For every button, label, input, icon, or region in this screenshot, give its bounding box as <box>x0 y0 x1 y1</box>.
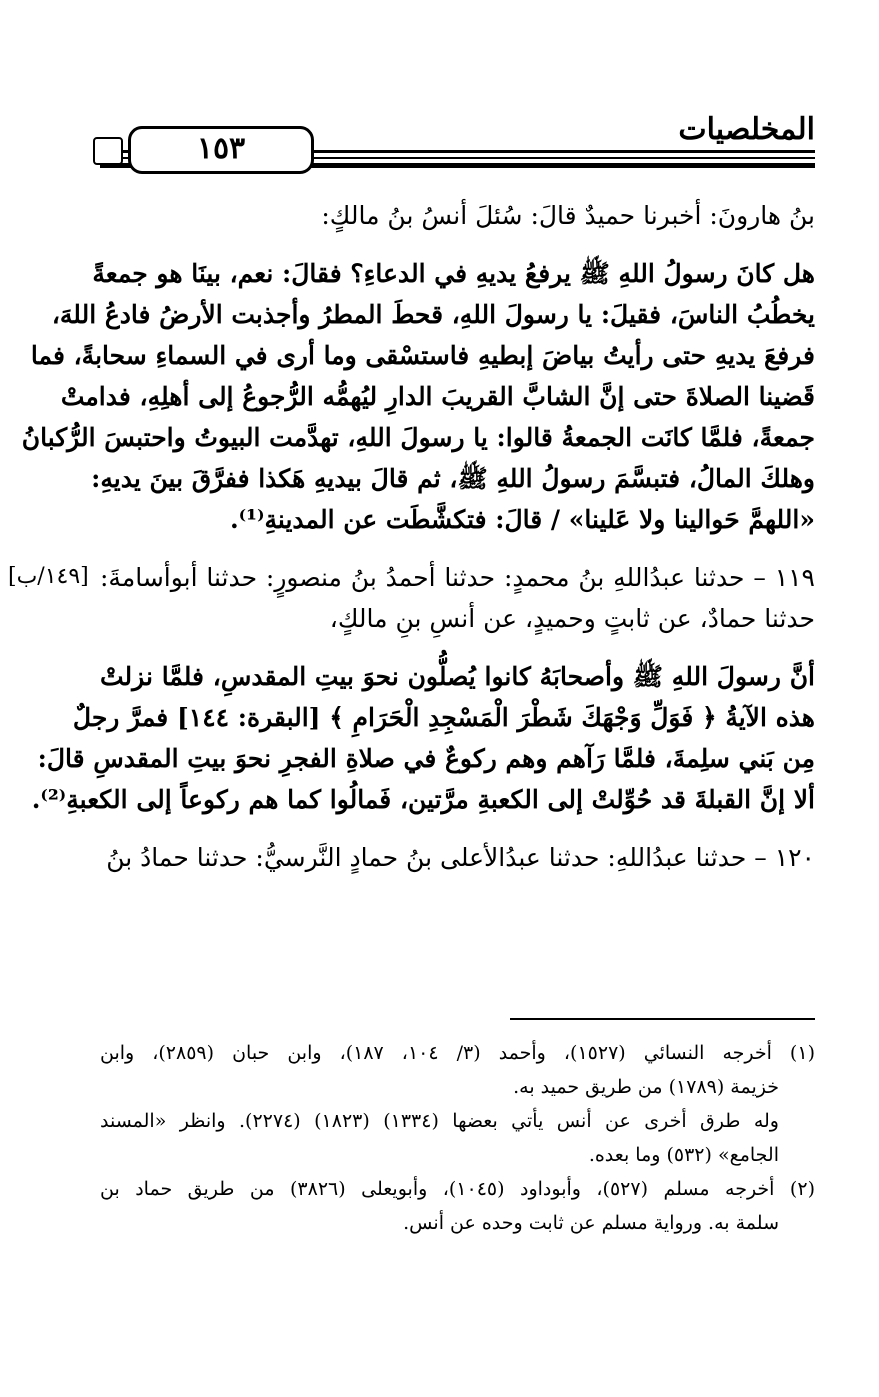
text-line: هذه الآيةُ ﴿ فَوَلِّ وَجْهَكَ شَطْرَ الْمَسْجِدِ الْحَرَامِ ﴾ [البقرة: ١٤٤] فمرَّ رجلٌ <box>72 703 815 732</box>
paragraph-gap <box>100 639 815 656</box>
running-title: المخلصيات <box>678 112 815 147</box>
footnote-line: خزيمة (١٧٨٩) من طريق حميد به. <box>513 1076 779 1098</box>
text-line: هل كانَ رسولُ اللهِ ﷺ يرفعُ يديهِ في الدعاءِ؟ فقالَ: نعم، بينَا هو جمعةً <box>92 259 815 288</box>
footnote-line: سلمة به. ورواية مسلم عن ثابت وحده عن أنس. <box>403 1212 779 1234</box>
text-line: وهلكَ المالُ، فتبسَّمَ رسولُ اللهِ ﷺ، ثم قالَ بيديهِ هَكذا ففرَّقَ بينَ يديهِ: <box>91 464 815 493</box>
text-line: قَضينا الصلاةَ حتى إنَّ الشابَّ القريبَ الدارِ ليُهمُّه الرُّجوعُ إلى أهلِهِ، فدامتْ <box>60 382 815 411</box>
text-line: «اللهمَّ حَوالينا ولا عَلينا» / قالَ: فتكشَّطَت عن المدينةِ⁽¹⁾. <box>229 505 815 534</box>
footnote-separator <box>510 1018 815 1020</box>
text-line: بنُ هارونَ: أخبرنا حميدٌ قالَ: سُئلَ أنسُ بنُ مالكٍ: <box>321 201 815 230</box>
paragraph-gap <box>100 540 815 557</box>
text-line: ١٢٠ – حدثنا عبدُاللهِ: حدثنا عبدُالأعلى بنُ حمادٍ النَّرسيُّ: حدثنا حمادُ بنُ <box>106 843 815 872</box>
text-line: ١١٩ – حدثنا عبدُاللهِ بنُ محمدٍ: حدثنا أحمدُ بنُ منصورٍ: حدثنا أبوأسامةَ: <box>100 563 815 592</box>
footnote-line: (١) أخرجه النسائي (١٥٢٧)، وأحمد (٣/ ١٠٤، ١٨٧)، وابن حبان (٢٨٥٩)، وابن <box>100 1042 815 1064</box>
footnote-line: (٢) أخرجه مسلم (٥٢٧)، وأبوداود (١٠٤٥)، وأبويعلى (٣٨٢٦) من طريق حماد بن <box>100 1178 815 1200</box>
paragraph-gap <box>100 236 815 253</box>
footnote-line: الجامع» (٥٣٢) وما بعده. <box>588 1144 779 1166</box>
footnote-line: وله طرق أخرى عن أنس يأتي بعضها (١٣٣٤) (١٨٢٣) (٢٢٧٤). وانظر «المسند <box>100 1110 779 1132</box>
paragraph-gap <box>100 820 815 837</box>
manuscript-folio-note: [١٤٩/ب] <box>8 564 89 589</box>
text-line: حدثنا حمادٌ، عن ثابتٍ وحميدٍ، عن أنسِ بنِ مالكٍ، <box>329 604 815 633</box>
text-line: أنَّ رسولَ اللهِ ﷺ وأصحابَهُ كانوا يُصلُّون نحوَ بيتِ المقدسِ، فلمَّا نزلتْ <box>100 662 815 691</box>
text-line: فرفعَ يديهِ حتى رأيتُ بياضَ إبطيهِ فاستسْقى وما أرى في السماءِ سحابةً، فما <box>30 341 815 370</box>
page-header <box>100 112 815 176</box>
text-line: يخطُبُ الناسَ، فقيلَ: يا رسولَ اللهِ، قحطَ المطرُ وأجذبت الأرضُ فادعُ اللهَ، <box>51 300 815 329</box>
footnotes <box>100 1036 815 1240</box>
text-line: ألا إنَّ القبلةَ قد حُوِّلتْ إلى الكعبةِ مرَّتين، فَمالُوا كما هم ركوعاً إلى الكعبةِ⁽²⁾. <box>31 785 815 814</box>
page-number: ١٥٣ <box>128 126 314 174</box>
text-line: مِن بَني سلِمةَ، فلمَّا رَآهم وهم ركوعٌ في صلاةِ الفجرِ نحوَ بيتِ المقدسِ قالَ: <box>37 744 815 773</box>
text-line: جمعةً، فلمَّا كانَت الجمعةُ قالوا: يا رسولَ اللهِ، تهدَّمت البيوتُ واحتبسَ الرُّكبانُ <box>21 423 815 452</box>
